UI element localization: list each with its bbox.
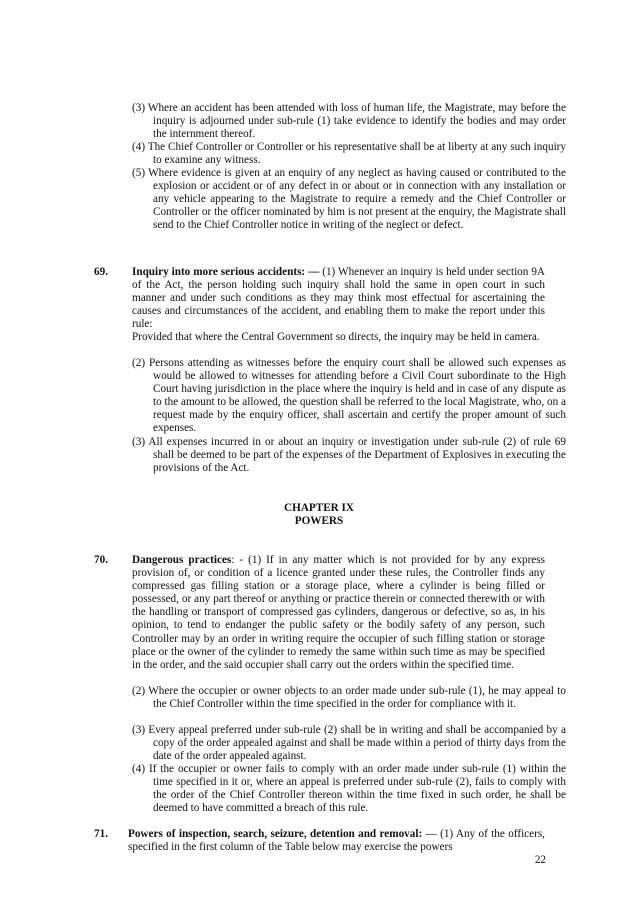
rule69-subrule-2: (2) Persons attending as witnesses before the enquiry court shall be allowed such expenses as would be allowed to witnesses for attending before a Civil Court subordinate to the High Court having jurisdiction in the place where the inquiry is held and in case of any dispute as to the amount to be allowed, the question shall be referred to the local Magistrate, who, on a request made by the enquiry officer, shall ascertain and certify the proper amount of such expenses. (132, 357, 566, 435)
rule70-heading: Dangerous practices (132, 554, 232, 566)
rule70-subrule-3: (3) Every appeal preferred under sub-rule (2) shall be in writing and shall be accompanied by a copy of the order appealed against and shall be made within a period of thirty days from the date of the order appealed against. (132, 724, 566, 763)
rule68-subrule-5: (5) Where evidence is given at an enquiry of any neglect as having caused or contributed to the explosion or accident or of any defect in or about or in connection with any installation or any vehicle appearing to the Magistrate to require a remedy and the Chief Controller or Controller or the officer nominated by him is not present at the enquiry, the Magistrate shall send to the Chief Controller notice in writing of the neglect or defect. (132, 167, 566, 232)
rule70-subrule-2: (2) Where the occupier or owner objects to an order made under sub-rule (1), he may appeal to the Chief Controller within the time specified in the order for compliance with it. (132, 685, 566, 711)
rule68-subrule-3: (3) Where an accident has been attended with loss of human life, the Magistrate, may before the inquiry is adjourned under sub-rule (1) take evidence to identify the bodies and may order the internment thereof. (132, 102, 566, 141)
rule71-paragraph-1 (128, 828, 545, 854)
rule70-subrule-4: (4) If the occupier or owner fails to comply with an order made under sub-rule (1) within the time specified in it or, where an appeal is preferred under sub-rule (2), fails to comply with the order of the Chief Controller thereon within the time fixed in such order, he shall be deemed to have committed a breach of this rule. (132, 763, 566, 815)
rule71-body: — (1) Any of the officers, specified in the first column of the Table below may exercise the powers (128, 828, 545, 854)
rule69-number: 69. (94, 266, 108, 278)
rule71-heading: Powers of inspection, search, seizure, detention and removal: (128, 828, 423, 840)
rule70-paragraph-1 (132, 554, 545, 672)
page-number: 22 (534, 854, 546, 866)
chapter-title: POWERS (294, 515, 344, 527)
rule69-subrule-3: (3) All expenses incurred in or about an inquiry or investigation under sub-rule (2) of rule 69 shall be deemed to be part of the expenses of the Department of Explosives in executing the provisions of the Act. (132, 436, 566, 475)
rule68-subrule-4: (4) The Chief Controller or Controller or his representative shall be at liberty at any such inquiry to examine any witness. (132, 141, 566, 167)
rule70-body: : - (1) If in any matter which is not provided for by any express provision of, or condition of a licence granted under these rules, the Controller finds any compressed gas filling station or a storage place, where a cylinder is being filled or possessed, or any part thereof or anything or practice therein or connected therewith or with the handling or transport of compressed gas cylinders, dangerous or defective, so as, in his opinion, to tend to endanger the public safety or the bodily safety of any person, such Controller may by an order in writing require the occupier of such filling station or storage place or the owner of the cylinder to remedy the same within such time as may be specified in the order, and the said occupier shall carry out the orders within the specified time. (132, 554, 545, 671)
rule70-number: 70. (94, 554, 108, 566)
chapter-number: CHAPTER IX (284, 502, 354, 514)
rule69-paragraph-1 (132, 266, 545, 331)
rule69-proviso: Provided that where the Central Government so directs, the inquiry may be held in camera. (132, 331, 540, 343)
rule69-body: (1) Whenever an inquiry is held under section 9A of the Act, the person holding such inquiry shall hold the same in open court in such manner and under such conditions as they may think most effectual for ascertaining the causes and circumstances of the accident, and enabling them to make the report under this rule: (132, 266, 545, 331)
rule71-number: 71. (94, 828, 108, 840)
rule69-heading: Inquiry into more serious accidents: — (132, 266, 320, 278)
